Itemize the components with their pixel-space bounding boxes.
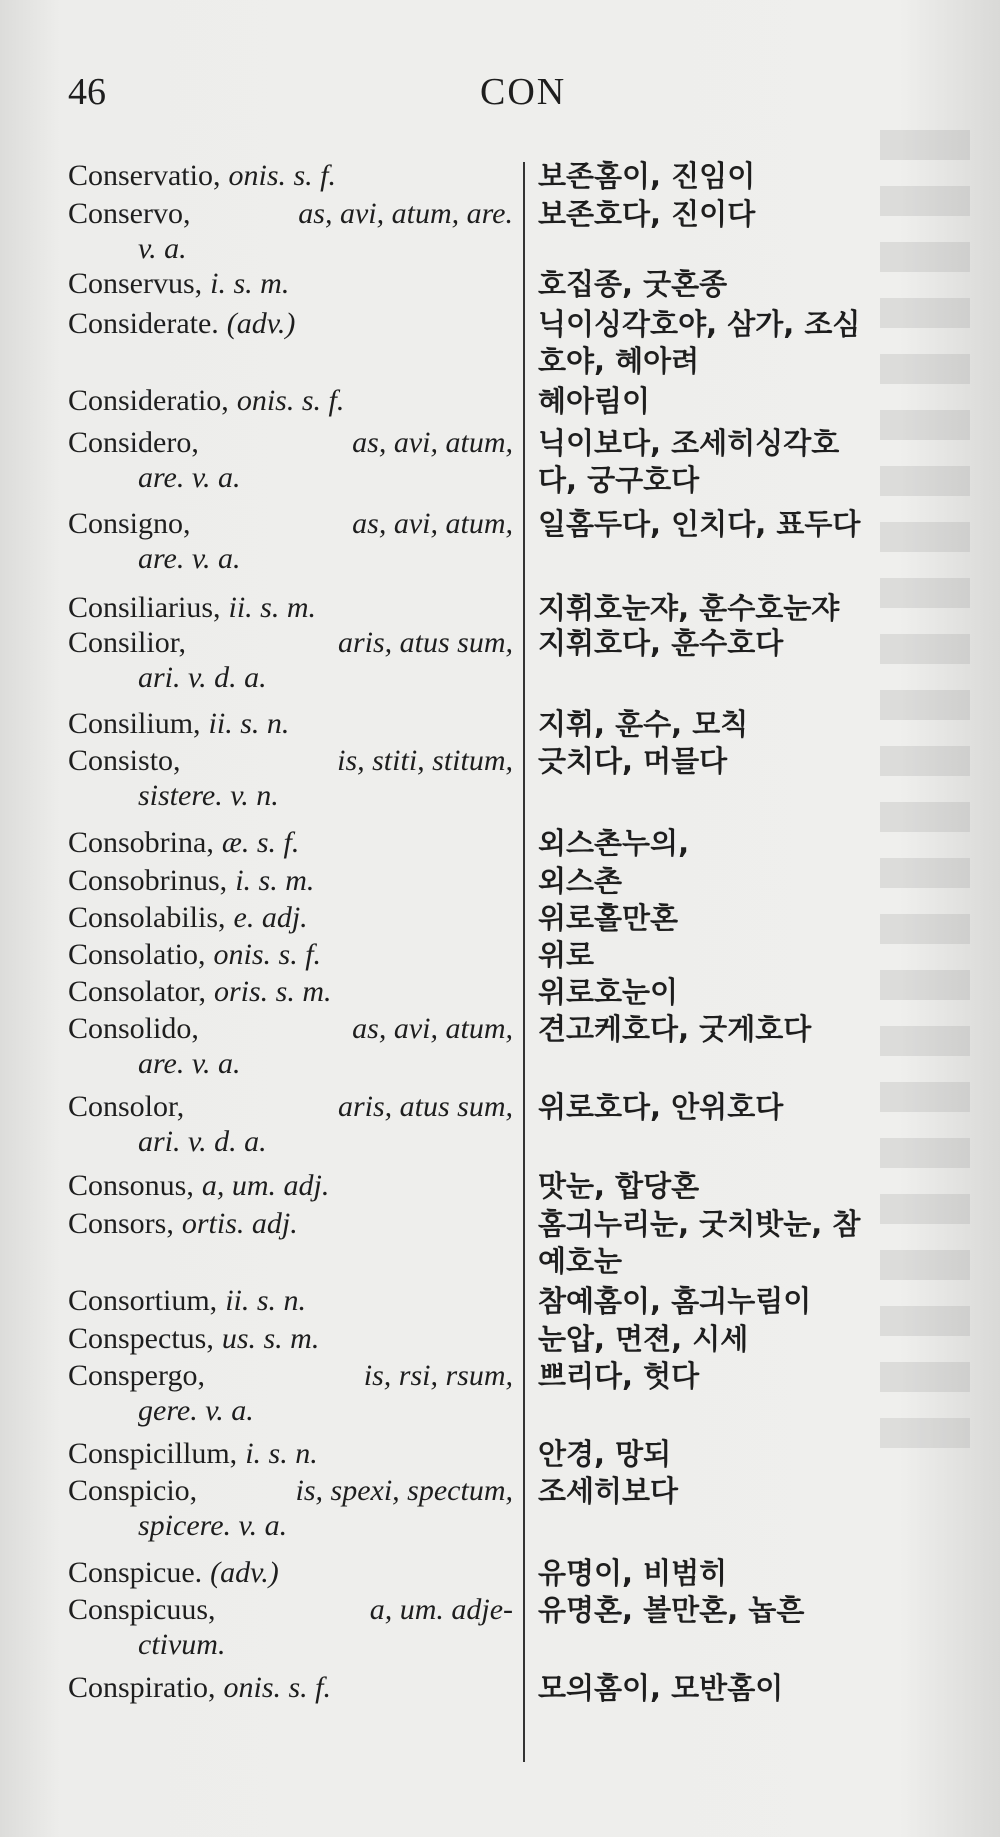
column-divider [523,162,525,1762]
grammar-info-continued: v. a. [138,232,187,265]
grammar-info: i. s. m. [235,864,315,897]
korean-line: 조세히보다 [538,1474,679,1508]
korean-line: 위로호눈이 [538,975,679,1009]
latin-headword [68,1670,513,1705]
headword: Conservus, [68,267,203,300]
latin-headword [68,1358,513,1428]
korean-definition [538,974,978,1011]
headword: Conspicue. [68,1556,203,1589]
korean-definition [538,266,978,303]
korean-definition [538,863,978,900]
headword: Consolator, [68,975,206,1008]
headword: Consonus, [68,1169,194,1202]
korean-line: 유명이, 비범히 [538,1556,728,1590]
grammar-info: (adv.) [226,307,296,340]
grammar-info: a, um. adje- [369,1593,513,1626]
headword: Consilior, [68,626,186,659]
korean-line: 지휘호다, 훈수호다 [538,626,784,660]
korean-line: 위로호다, 안위호다 [538,1090,784,1124]
headword: Conspicio, [68,1474,198,1507]
headword: Consortium, [68,1284,218,1317]
headword: Consors, [68,1207,174,1240]
latin-headword [68,1555,513,1590]
korean-line: 보존호다, 진이다 [538,197,756,231]
headword: Conspicillum, [68,1437,238,1470]
korean-line: 혜아림이 [538,384,651,418]
grammar-info: as, avi, atum, [352,1012,513,1045]
latin-headword [68,1011,513,1081]
headword: Consisto, [68,744,181,777]
grammar-info-continued: are. v. a. [138,461,241,494]
korean-line: 닉이보다, 조세히싱각호 [538,426,840,460]
korean-line: 보존홈이, 진임이 [538,159,756,193]
korean-definition [538,1283,978,1320]
grammar-info-continued: are. v. a. [138,542,241,575]
running-head: CON [480,71,567,113]
page-number: 46 [68,71,106,113]
korean-line: 안경, 망되 [538,1437,672,1471]
korean-line: 참예홈이, 홈긔누림이 [538,1284,812,1318]
korean-definition [538,590,978,627]
latin-headword [68,425,513,495]
latin-headword [68,1168,513,1203]
korean-definition [538,506,978,543]
korean-line: 유명혼, 볼만혼, 놉흔 [538,1593,805,1627]
korean-line: 일홈두다, 인치다, 표두다 [538,507,861,541]
grammar-info: ii. s. n. [225,1284,307,1317]
headword: Conservatio, [68,159,221,192]
korean-definition [538,1670,978,1707]
korean-line: 위로 [538,938,595,972]
grammar-info: onis. s. f. [213,938,322,971]
headword: Conservo, [68,197,191,230]
headword: Consiliarius, [68,591,221,624]
headword: Consolabilis, [68,901,226,934]
grammar-info: oris. s. m. [213,975,332,1008]
grammar-info-continued: are. v. a. [138,1047,241,1080]
latin-headword [68,937,513,972]
latin-headword [68,1089,513,1159]
korean-definition [538,1168,978,1205]
latin-headword [68,900,513,935]
latin-headword [68,825,513,860]
korean-line: 닉이싱각호야, 삼가, 조심 [538,307,861,341]
latin-headword [68,706,513,741]
korean-line: 호집종, 굿혼종 [538,267,728,301]
grammar-info-continued: gere. v. a. [138,1394,254,1427]
grammar-info: is, spexi, spectum, [295,1474,513,1507]
headword: Consideratio, [68,384,229,417]
grammar-info: a, um. adj. [201,1169,330,1202]
latin-headword [68,1206,513,1241]
korean-definition [538,937,978,974]
korean-definition [538,825,978,862]
korean-line: 외스촌누의, [538,826,690,860]
korean-definition [538,1436,978,1473]
korean-definition [538,1555,978,1592]
latin-headword [68,266,513,301]
headword: Considerate. [68,307,219,340]
headword: Consigno, [68,507,191,540]
latin-headword [68,625,513,695]
korean-line: 견고케호다, 굿게호다 [538,1012,812,1046]
korean-definition [538,1011,978,1048]
grammar-info: onis. s. f. [228,159,337,192]
korean-line: 예호눈 [538,1244,623,1278]
headword: Conspicuus, [68,1593,216,1626]
latin-headword [68,196,513,266]
grammar-info: e. adj. [233,901,308,934]
grammar-info: us. s. m. [221,1322,320,1355]
korean-line: 쁘리다, 헛다 [538,1359,700,1393]
latin-headword [68,383,513,418]
korean-definition [538,158,978,195]
latin-headword [68,158,513,193]
korean-definition [538,1592,978,1629]
latin-headword [68,1592,513,1662]
headword: Considero, [68,426,199,459]
headword: Consilium, [68,707,201,740]
korean-line: 모의홈이, 모반홈이 [538,1671,784,1705]
grammar-info: ortis. adj. [181,1207,298,1240]
latin-headword [68,1473,513,1543]
korean-definition [538,1206,978,1280]
latin-headword [68,590,513,625]
grammar-info: ii. s. m. [228,591,317,624]
headword: Conspiratio, [68,1671,216,1704]
headword: Consolido, [68,1012,199,1045]
korean-definition [538,425,978,499]
grammar-info: onis. s. f. [223,1671,332,1704]
grammar-info: onis. s. f. [236,384,345,417]
korean-definition [538,1473,978,1510]
headword: Consobrina, [68,826,214,859]
latin-headword [68,743,513,813]
korean-line: 지휘호눈쟈, 훈수호눈쟈 [538,591,840,625]
grammar-info: aris, atus sum, [337,626,513,659]
latin-headword [68,863,513,898]
headword: Consolatio, [68,938,206,971]
korean-definition [538,196,978,233]
latin-headword [68,1283,513,1318]
grammar-info-continued: ctivum. [138,1628,226,1661]
korean-line: 다, 궁구호다 [538,463,700,497]
headword: Conspectus, [68,1322,214,1355]
korean-definition [538,1321,978,1358]
headword: Conspergo, [68,1359,205,1392]
grammar-info: aris, atus sum, [337,1090,513,1123]
grammar-info: as, avi, atum, are. [298,197,513,230]
headword: Consolor, [68,1090,185,1123]
korean-definition [538,900,978,937]
korean-line: 맛눈, 합당혼 [538,1169,700,1203]
korean-definition [538,306,978,380]
grammar-info-continued: ari. v. d. a. [138,1125,267,1158]
grammar-info: æ. s. f. [221,826,300,859]
korean-line: 외스촌 [538,864,623,898]
korean-definition [538,743,978,780]
grammar-info: i. s. n. [245,1437,318,1470]
latin-headword [68,506,513,576]
korean-definition [538,706,978,743]
grammar-info-continued: ari. v. d. a. [138,661,267,694]
korean-line: 지휘, 훈수, 모칙 [538,707,749,741]
grammar-info: ii. s. n. [208,707,290,740]
grammar-info: (adv.) [210,1556,279,1589]
latin-headword [68,1321,513,1356]
grammar-info: as, avi, atum, [352,426,513,459]
latin-headword [68,974,513,1009]
grammar-info-continued: spicere. v. a. [138,1509,288,1542]
grammar-info: as, avi, atum, [352,507,513,540]
korean-definition [538,625,978,662]
korean-line: 위로홀만혼 [538,901,679,935]
korean-line: 홈긔누리눈, 굿치밧눈, 참 [538,1207,861,1241]
grammar-info-continued: sistere. v. n. [138,779,279,812]
korean-line: 호야, 혜아려 [538,344,700,378]
latin-headword [68,306,513,341]
korean-definition [538,383,978,420]
korean-definition [538,1358,978,1395]
headword: Consobrinus, [68,864,228,897]
grammar-info: is, stiti, stitum, [337,744,513,777]
grammar-info: is, rsi, rsum, [363,1359,513,1392]
grammar-info: i. s. m. [210,267,290,300]
korean-line: 눈압, 면젼, 시세 [538,1322,749,1356]
korean-line: 긋치다, 머믈다 [538,744,728,778]
latin-headword [68,1436,513,1471]
korean-definition [538,1089,978,1126]
